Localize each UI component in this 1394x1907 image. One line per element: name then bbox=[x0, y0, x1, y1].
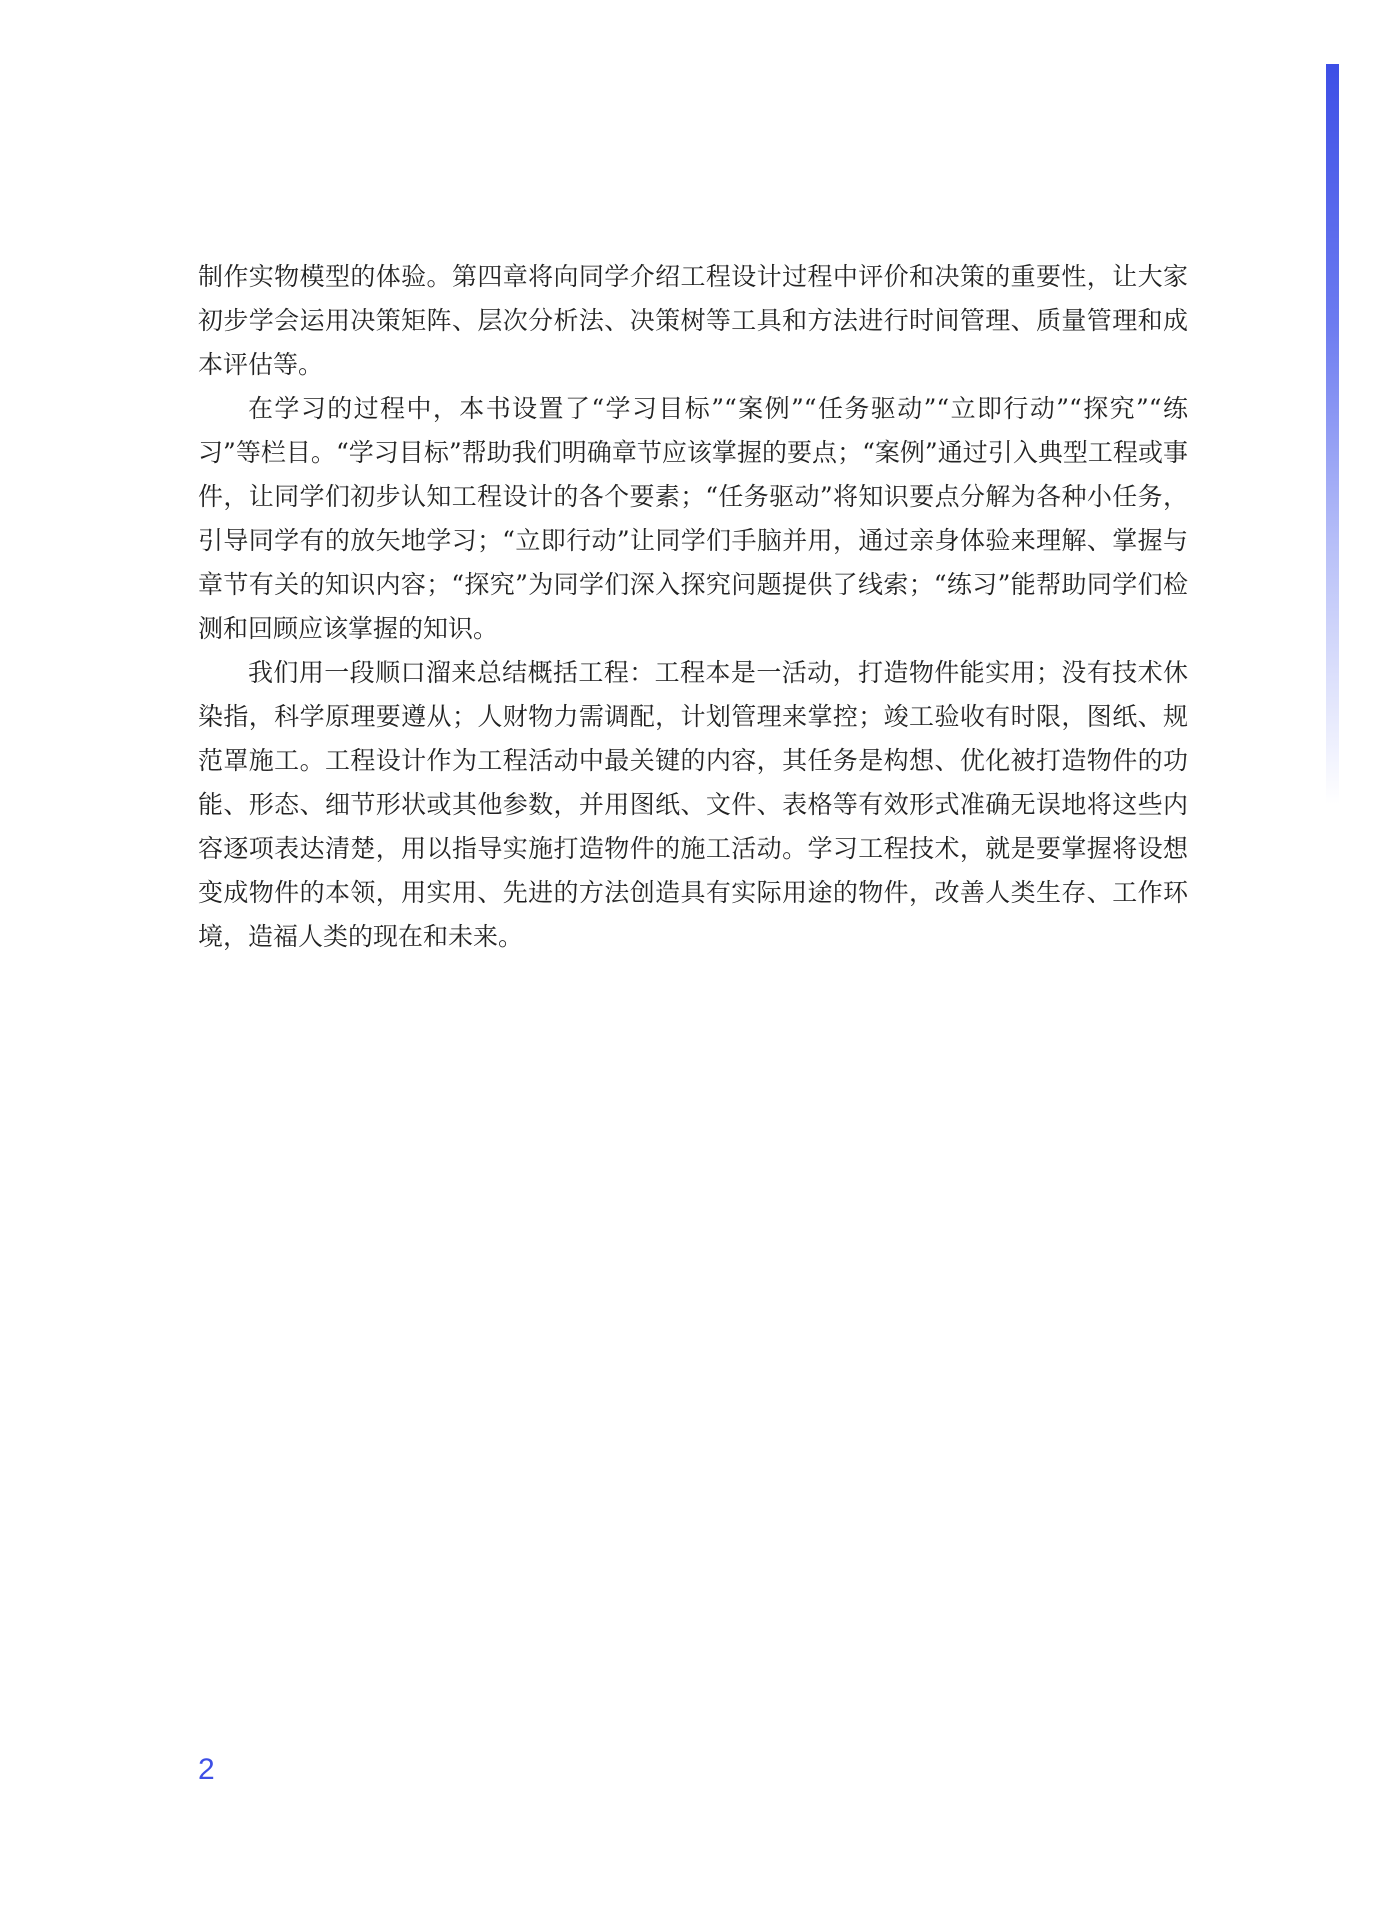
paragraph-summary: 我们用一段顺口溜来总结概括工程：工程本是一活动，打造物件能实用；没有技术休染指，科学原理要遵从；人财物力需调配，计划管理来掌控；竣工验收有时限，图纸、规范罩施工。工程设计作为工程活动中最关键的内容，其任务是构想、优化被打造物件的功能、形态、细节形状或其他参数，并用图纸、文件、表格等有效形式准确无误地将这些内容逐项表达清楚，用以指导实施打造物件的施工活动。学习工程技术，就是要掌握将设想变成物件的本领，用实用、先进的方法创造具有实际用途的物件，改善人类生存、工作环境，造福人类的现在和未来。 bbox=[198, 658, 1188, 951]
decorative-side-bar bbox=[1326, 64, 1339, 804]
page-number: 2 bbox=[198, 1753, 215, 1786]
paragraph-columns: 在学习的过程中，本书设置了“学习目标”“案例”“任务驱动”“立即行动”“探究”“练习”等栏目。“学习目标”帮助我们明确章节应该掌握的要点；“案例”通过引入典型工程或事件，让同学们初步认知工程设计的各个要素；“任务驱动”将知识要点分解为各种小任务，引导同学有的放矢地学习；“立即行动”让同学们手脑并用，通过亲身体验来理解、掌握与章节有关的知识内容；“探究”为同学们深入探究问题提供了线索；“练习”能帮助同学们检测和回顾应该掌握的知识。 bbox=[198, 394, 1188, 643]
paragraph-continued: 制作实物模型的体验。第四章将向同学介绍工程设计过程中评价和决策的重要性，让大家初步学会运用决策矩阵、层次分析法、决策树等工具和方法进行时间管理、质量管理和成本评估等。 bbox=[198, 262, 1188, 379]
body-text bbox=[198, 255, 1188, 959]
